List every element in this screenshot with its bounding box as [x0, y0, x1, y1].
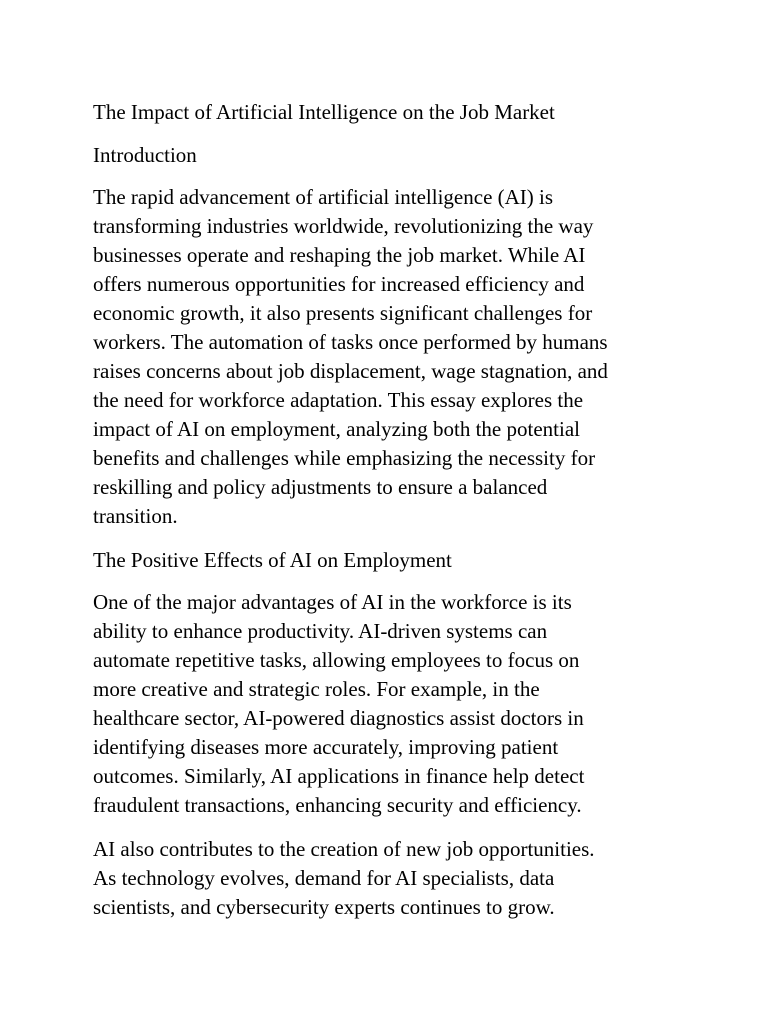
text-line: businesses operate and reshaping the job market. While AI [93, 243, 586, 267]
text-line: As technology evolves, demand for AI specialists, data [93, 866, 555, 890]
document-title: The Impact of Artificial Intelligence on the Job Market [93, 100, 555, 124]
section-heading-positive-effects: The Positive Effects of AI on Employment [93, 548, 452, 572]
text-line: ability to enhance productivity. AI-driven systems can [93, 619, 548, 643]
document-body [93, 98, 683, 937]
text-line: transition. [93, 504, 178, 528]
text-line: The rapid advancement of artificial intelligence (AI) is [93, 185, 554, 209]
text-line: impact of AI on employment, analyzing both the potential [93, 417, 580, 441]
text-line: the need for workforce adaptation. This essay explores the [93, 388, 584, 412]
paragraph-introduction [93, 183, 683, 531]
text-line: One of the major advantages of AI in the workforce is its [93, 590, 572, 614]
text-line: raises concerns about job displacement, wage stagnation, and [93, 359, 608, 383]
text-line: economic growth, it also presents significant challenges for [93, 301, 593, 325]
section-heading-introduction: Introduction [93, 143, 197, 167]
text-line: AI also contributes to the creation of new job opportunities. [93, 837, 595, 861]
paragraph-productivity [93, 588, 683, 820]
text-line: benefits and challenges while emphasizing the necessity for [93, 446, 596, 470]
text-line: transforming industries worldwide, revolutionizing the way [93, 214, 594, 238]
text-line: offers numerous opportunities for increased efficiency and [93, 272, 585, 296]
text-line: automate repetitive tasks, allowing employees to focus on [93, 648, 580, 672]
text-line: workers. The automation of tasks once performed by humans [93, 330, 608, 354]
text-line: healthcare sector, AI-powered diagnostics assist doctors in [93, 706, 584, 730]
text-line: more creative and strategic roles. For example, in the [93, 677, 540, 701]
text-line: outcomes. Similarly, AI applications in finance help detect [93, 764, 585, 788]
text-line: identifying diseases more accurately, improving patient [93, 735, 559, 759]
text-line: reskilling and policy adjustments to ensure a balanced [93, 475, 548, 499]
paragraph-new-jobs [93, 835, 683, 922]
text-line: scientists, and cybersecurity experts continues to grow. [93, 895, 555, 919]
text-line: fraudulent transactions, enhancing security and efficiency. [93, 793, 582, 817]
